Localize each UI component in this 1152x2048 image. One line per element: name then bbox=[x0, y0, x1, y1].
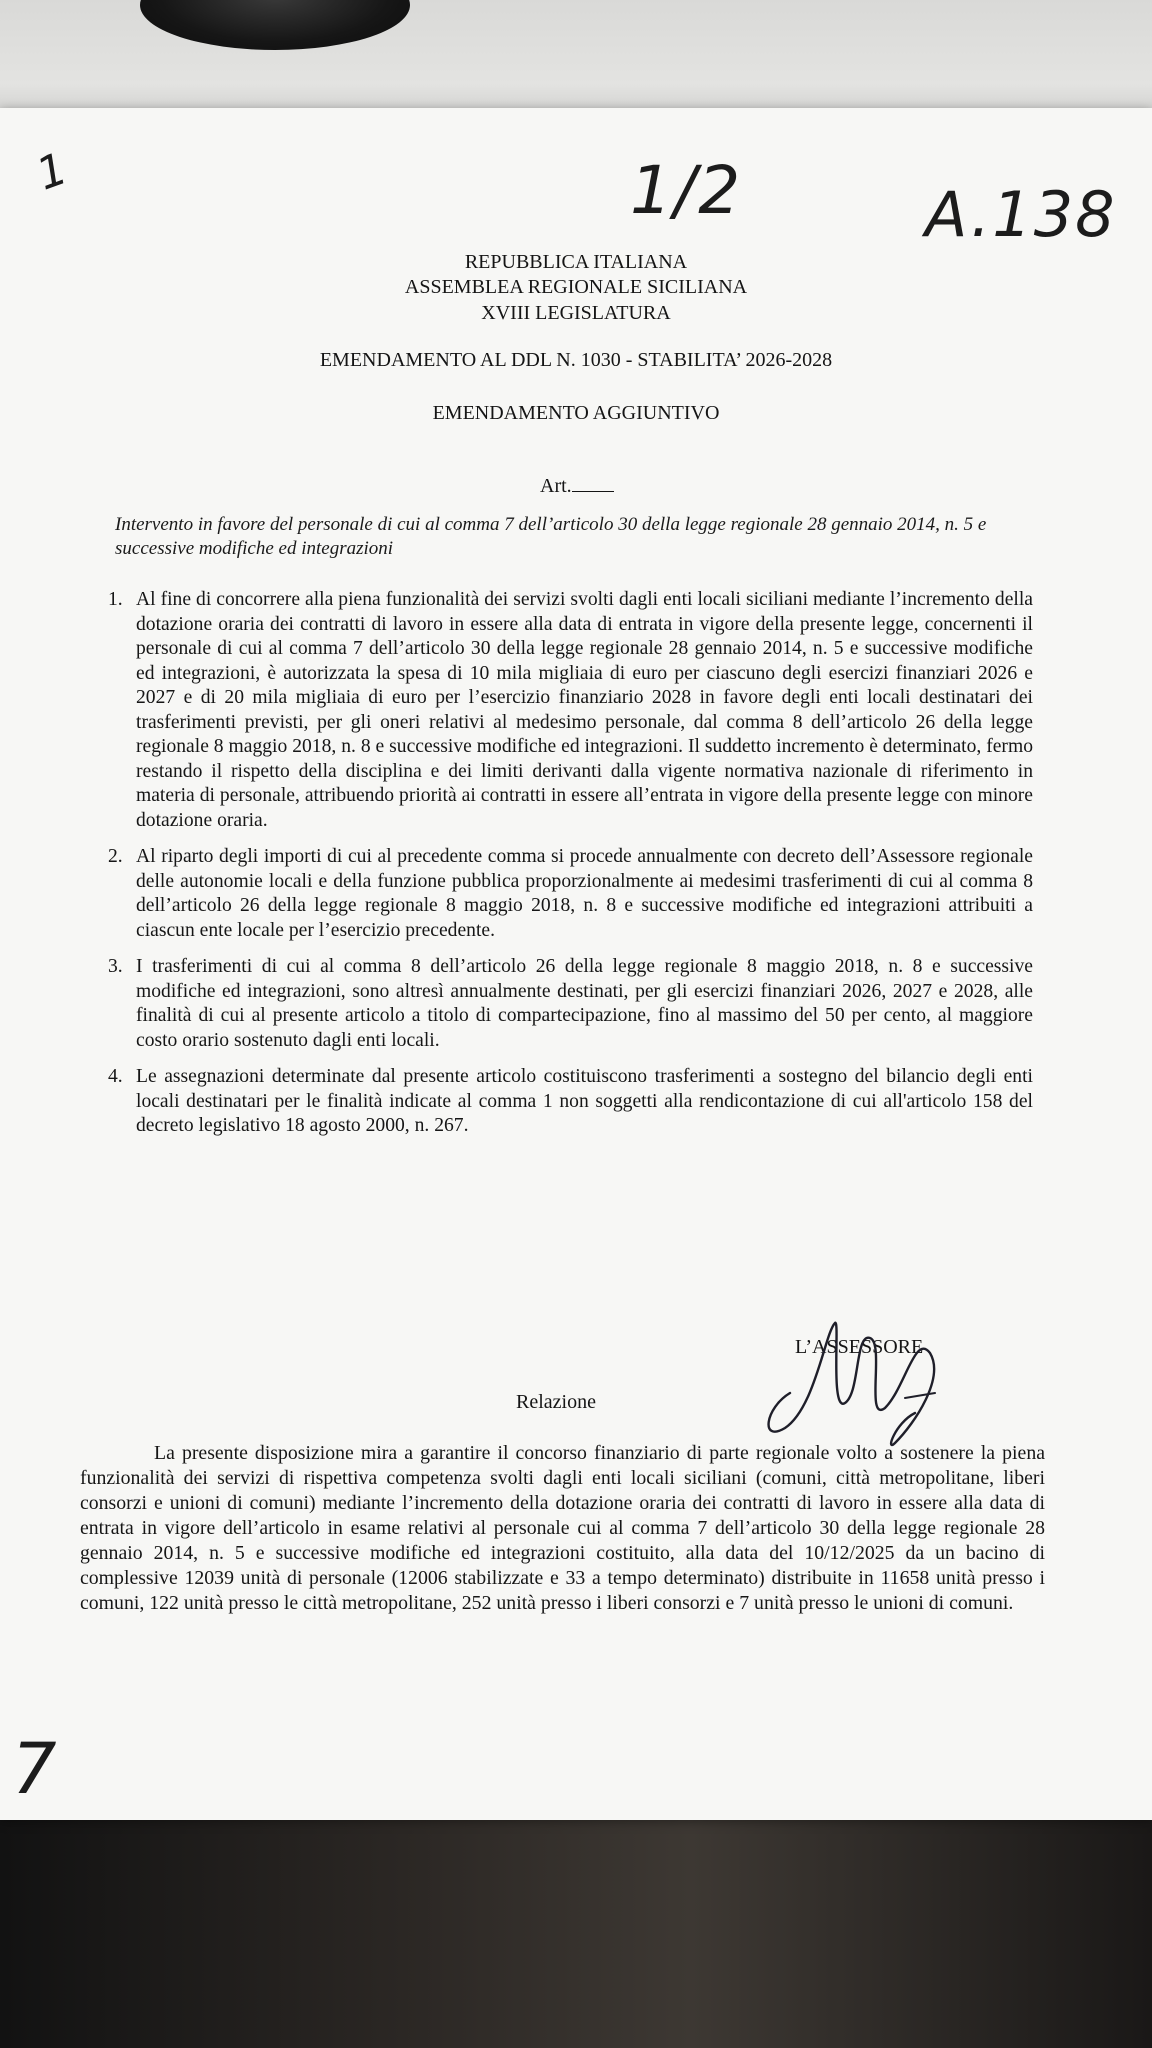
handwritten-signature bbox=[745, 1293, 975, 1463]
item-text: I trasferimenti di cui al comma 8 dell’articolo 26 della legge regionale 8 maggio 2018, n. 8 e successive modifiche ed integrazioni, sono altresì annualmente destinati, per gli esercizi finanziari 2026, 2027 e 2028, alle finalità di cui al presente articolo a titolo di compartecipazione, fino al massimo del 50 per cento, al maggiore costo orario sostenuto dagli enti locali. bbox=[136, 956, 1033, 1051]
relazione-title: Relazione bbox=[516, 1391, 596, 1413]
list-item bbox=[108, 588, 1033, 833]
list-item bbox=[108, 955, 1033, 1053]
item-number: 2. bbox=[108, 846, 123, 867]
header-line-assembly: ASSEMBLEA REGIONALE SICILIANA bbox=[404, 276, 748, 298]
header-line-legislature: XVIII LEGISLATURA bbox=[481, 302, 671, 324]
article-subtitle: Intervento in favore del personale di cui al comma 7 dell’articolo 30 della legge regionale 28 gennaio 2014, n. 5 e successive modifiche ed integrazioni bbox=[115, 514, 987, 559]
document-page bbox=[0, 108, 1152, 1820]
item-number: 3. bbox=[108, 956, 123, 977]
handwritten-corner-mark: 1 bbox=[30, 142, 76, 201]
list-item bbox=[108, 845, 1033, 943]
handwritten-page-fraction: 1/2 bbox=[630, 152, 743, 229]
handwritten-margin-mark: 7 bbox=[12, 1728, 59, 1810]
relazione-body: La presente disposizione mira a garantire il concorso finanziario di parte regionale volto a sostenere la piena funzionalità dei servizi di rispettiva competenza svolti dagli enti locali siciliani (comuni, città metropolitane, liberi consorzi e unioni di comuni) mediante l’incremento della dotazione oraria dei contratti di lavoro in essere alla data di entrata in vigore dell’articolo in esame relativi al personale cui al comma 7 dell’articolo 30 della legge regionale 28 gennaio 2014, n. 5 e successive modifiche ed integrazioni costituito, alla data del 10/12/2025 da un bacino di complessive 12039 unità di personale (12006 stabilizzate e 33 a tempo determinato) distribuite in 11658 unità presso i comuni, 122 unità presso le città metropolitane, 252 unità presso i liberi consorzi e 7 unità presso le unioni di comuni. bbox=[80, 1442, 1045, 1614]
article-items bbox=[108, 588, 1033, 1151]
amendment-title: EMENDAMENTO AL DDL N. 1030 - STABILITA’ 2026-2028 bbox=[319, 349, 833, 371]
list-item bbox=[108, 1065, 1033, 1139]
signatory-label: L’ASSESSORE bbox=[795, 1336, 924, 1358]
article-heading bbox=[540, 473, 740, 498]
header-line-republic: REPUBBLICA ITALIANA bbox=[464, 251, 688, 273]
item-number: 4. bbox=[108, 1066, 123, 1087]
article-number-blank bbox=[572, 473, 614, 492]
amendment-type: EMENDAMENTO AGGIUNTIVO bbox=[432, 402, 720, 424]
item-number: 1. bbox=[108, 589, 123, 610]
item-text: Le assegnazioni determinate dal presente articolo costituiscono trasferimenti a sostegno del bilancio degli enti locali destinatari per le finalità indicate al comma 1 non soggetti alla rendicontazione di cui all'articolo 158 del decreto legislativo 18 agosto 2000, n. 267. bbox=[136, 1066, 1033, 1136]
item-text: Al fine di concorrere alla piena funzionalità dei servizi svolti dagli enti locali siciliani mediante l’incremento della dotazione oraria dei contratti di lavoro in essere alla data di entrata in vigore della presente legge, concernenti il personale di cui al comma 7 dell’articolo 30 della legge regionale 28 gennaio 2014, n. 5 e successive modifiche ed integrazioni, è autorizzata la spesa di 10 mila migliaia di euro per ciascuno degli esercizi finanziari 2026 e 2027 e di 20 mila migliaia di euro per l’esercizio finanziario 2028 in favore degli enti locali destinatari dei trasferimenti previsti, per gli oneri relativi al medesimo personale, dal comma 8 dell’articolo 26 della legge regionale 8 maggio 2018, n. 8 e successive modifiche ed integrazioni. Il suddetto incremento è determinato, fermo restando il rispetto della disciplina e dei limiti derivanti dalla vigente normativa nazionale di riferimento in materia di personale, attribuendo priorità ai contratti in essere all’entrata in vigore della presente legge con minore dotazione oraria. bbox=[136, 589, 1033, 831]
handwritten-amendment-code: A.138 bbox=[925, 178, 1117, 251]
desk-surface-bottom bbox=[0, 1820, 1152, 2048]
item-text: Al riparto degli importi di cui al precedente comma si procede annualmente con decreto dell’Assessore regionale delle autonomie locali e della funzione pubblica proporzionalmente ai medesimi trasferimenti di cui al comma 8 dell’articolo 26 della legge regionale 8 maggio 2018, n. 8 e successive modifiche ed integrazioni attribuiti a ciascun ente locale per l’esercizio precedente. bbox=[136, 846, 1033, 941]
article-label: Art. bbox=[540, 475, 572, 497]
